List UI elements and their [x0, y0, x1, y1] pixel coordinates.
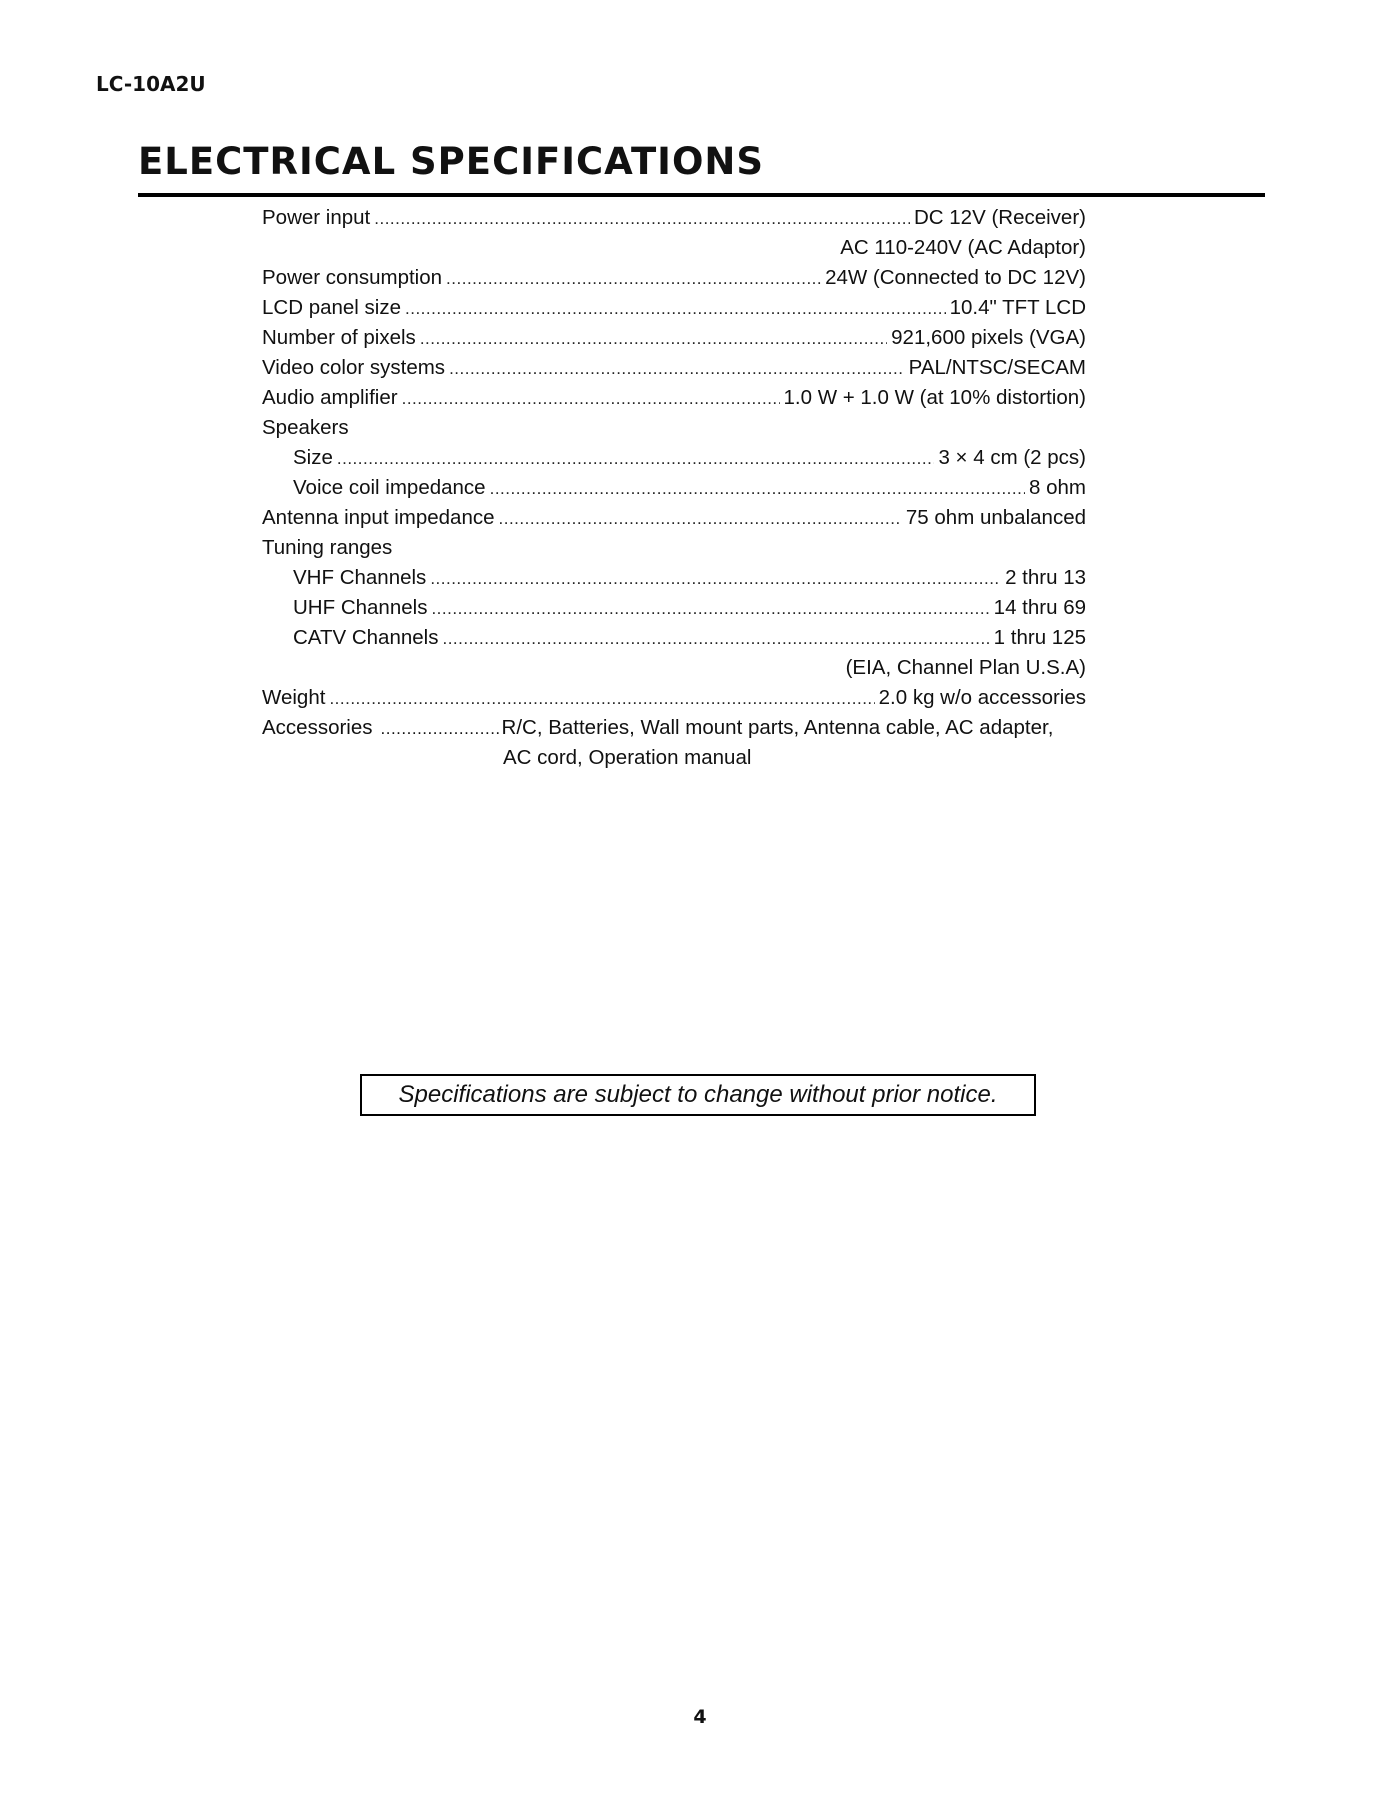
- spec-label: VHF Channels: [293, 566, 427, 589]
- spec-label: Audio amplifier: [262, 386, 398, 409]
- spec-value: R/C, Batteries, Wall mount parts, Antenna cable, AC adapter,: [501, 716, 1054, 739]
- spec-row-voice-coil-impedance: [262, 473, 1086, 503]
- spec-value: 1.0 W + 1.0 W (at 10% distortion): [783, 386, 1086, 409]
- spec-label: Number of pixels: [262, 326, 416, 349]
- dot-leader: [430, 564, 1001, 594]
- dot-leader: [490, 474, 1025, 504]
- spec-value: 10.4" TFT LCD: [949, 296, 1086, 319]
- spec-label: Video color systems: [262, 356, 446, 379]
- dot-leader: [442, 624, 989, 654]
- spec-value: 24W (Connected to DC 12V): [825, 266, 1086, 289]
- spec-label: LCD panel size: [262, 296, 402, 319]
- title-underline: [138, 193, 1265, 197]
- spec-row-catv-channels: [262, 623, 1086, 653]
- spec-label: Tuning ranges: [262, 536, 393, 559]
- spec-value-continued: AC 110-240V (AC Adaptor): [840, 236, 1086, 259]
- spec-heading-speakers: [262, 413, 1086, 443]
- spec-row-speaker-size: [262, 443, 1086, 473]
- notice-box: Specifications are subject to change without prior notice.: [360, 1074, 1036, 1116]
- spec-value: 2 thru 13: [1005, 566, 1086, 589]
- spec-row-accessories: [262, 713, 1086, 743]
- spec-value: 921,600 pixels (VGA): [891, 326, 1086, 349]
- dot-leader: [420, 324, 887, 354]
- spec-label: UHF Channels: [293, 596, 428, 619]
- dot-leader: [329, 684, 874, 714]
- spec-value: PAL/NTSC/SECAM: [908, 356, 1086, 379]
- spec-row-vhf-channels: [262, 563, 1086, 593]
- spec-value-continued: (EIA, Channel Plan U.S.A): [845, 656, 1086, 679]
- dot-leader: [449, 354, 905, 384]
- dot-leader: [446, 264, 821, 294]
- dot-leader: [402, 384, 780, 414]
- spec-label: Speakers: [262, 416, 349, 439]
- spec-row-uhf-channels: [262, 593, 1086, 623]
- spec-row-number-of-pixels: [262, 323, 1086, 353]
- page-number: 4: [693, 1706, 707, 1728]
- spec-label: Voice coil impedance: [293, 476, 486, 499]
- spec-value: 8 ohm: [1029, 476, 1086, 499]
- spec-label: Antenna input impedance: [262, 506, 495, 529]
- spec-row-weight: [262, 683, 1086, 713]
- dot-leader: [381, 714, 499, 744]
- spec-label: CATV Channels: [293, 626, 439, 649]
- spec-value: 1 thru 125: [993, 626, 1086, 649]
- spec-value: 2.0 kg w/o accessories: [878, 686, 1086, 709]
- spec-row-antenna-input-impedance: [262, 503, 1086, 533]
- spec-label: Power consumption: [262, 266, 443, 289]
- spec-row-power-input: [262, 203, 1086, 233]
- dot-leader: [337, 444, 935, 474]
- spec-value: 75 ohm unbalanced: [905, 506, 1086, 529]
- spec-row-audio-amplifier: [262, 383, 1086, 413]
- dot-leader: [431, 594, 989, 624]
- page-title: ELECTRICAL SPECIFICATIONS: [138, 140, 765, 183]
- spec-label: Weight: [262, 686, 326, 709]
- spec-value: DC 12V (Receiver): [913, 206, 1086, 229]
- spec-value: 14 thru 69: [993, 596, 1086, 619]
- dot-leader: [405, 294, 946, 324]
- model-number: LC-10A2U: [96, 72, 206, 96]
- spec-value-continued: AC cord, Operation manual: [503, 746, 752, 769]
- spec-row-power-consumption: [262, 263, 1086, 293]
- dot-leader: [499, 504, 902, 534]
- spec-row-lcd-panel-size: [262, 293, 1086, 323]
- spec-label: Power input: [262, 206, 371, 229]
- spec-value: 3 × 4 cm (2 pcs): [938, 446, 1086, 469]
- spec-row-video-color-systems: [262, 353, 1086, 383]
- spec-label: Size: [293, 446, 333, 469]
- spec-label: Accessories: [262, 716, 373, 739]
- spec-list: [262, 203, 1086, 773]
- spec-heading-tuning-ranges: [262, 533, 1086, 563]
- dot-leader: [374, 204, 910, 234]
